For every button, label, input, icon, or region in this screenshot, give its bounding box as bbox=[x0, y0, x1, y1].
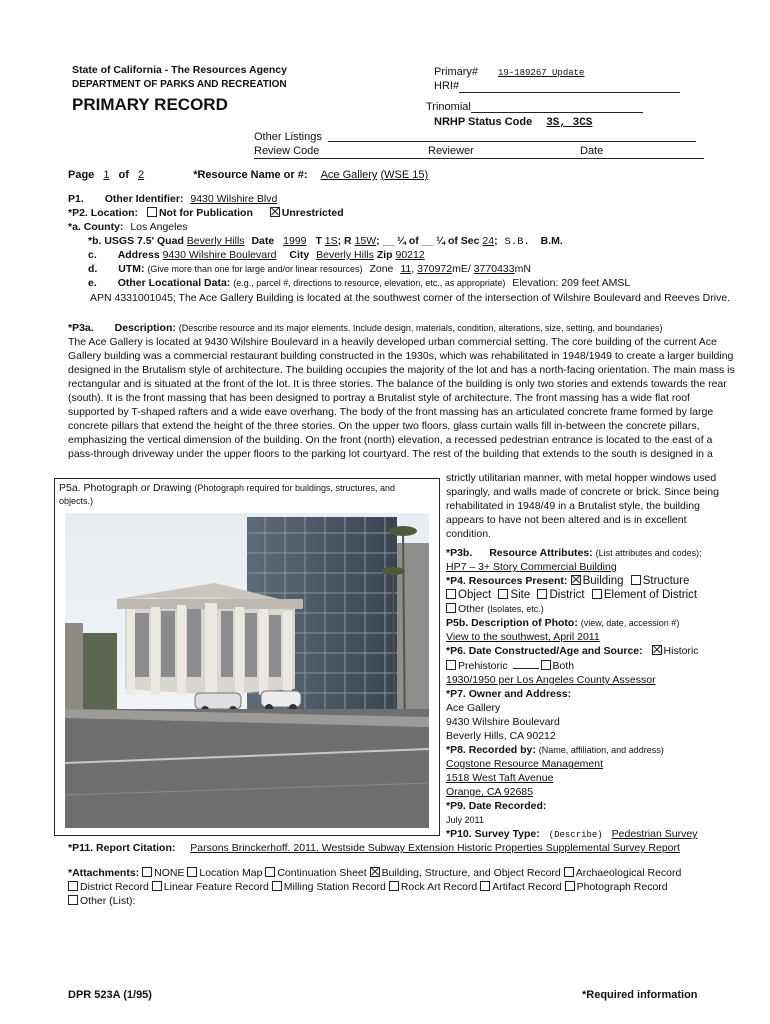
attachment-linear-feature-record: Linear Feature Record bbox=[163, 881, 269, 893]
structure-label: Structure bbox=[642, 575, 690, 587]
p8-label: *P8. Recorded by: bbox=[446, 744, 536, 756]
p3b-label: *P3b. bbox=[446, 547, 473, 559]
apn-line: APN 4331001045; The Ace Gallery Building is located at the southwest corner of the intersection of Wilshire Boulevard and Reeves Drive. bbox=[90, 292, 731, 304]
sb-label: S.B. bbox=[504, 236, 530, 248]
other-loc-letter: e. bbox=[88, 277, 97, 289]
district-checkbox[interactable] bbox=[537, 589, 547, 599]
description-line: Gallery building was a commercial restaurant building constructed in the 1930s, which was rehabilitated in 1948/1949 to create a larger building bbox=[68, 350, 734, 362]
p11-value: Parsons Brinckerhoff. 2011. Westside Subway Extension Historic Properties Supplemental Survey Report bbox=[190, 842, 680, 854]
p3b-note: (List attributes and codes); bbox=[595, 548, 702, 558]
address-label: Address bbox=[117, 249, 160, 261]
p2-location-row bbox=[68, 207, 344, 221]
p5b-label: P5b. Description of Photo: bbox=[446, 617, 578, 629]
usgs-value: Beverly Hills bbox=[186, 235, 245, 247]
p3a-title: Description: bbox=[114, 322, 176, 334]
range-label: R bbox=[344, 235, 352, 247]
form-id: DPR 523A (1/95) bbox=[68, 989, 152, 1001]
attachment-other: Other (List): bbox=[80, 895, 136, 907]
description-line: pass-through driveway under the upper floors to the parking lot courtyard. The rest of the building that extends to the south is designed in a bbox=[68, 448, 713, 460]
nrhp-field bbox=[434, 115, 648, 130]
building-checkbox[interactable] bbox=[571, 575, 581, 585]
reviewer-label: Reviewer bbox=[428, 145, 474, 157]
description-line: The Ace Gallery is located at 9430 Wilshire Boulevard in a heavily developed urban commercial setting. The core building of the current Ace bbox=[68, 336, 717, 348]
description-continued bbox=[446, 472, 731, 542]
range-value: 15W bbox=[354, 235, 377, 247]
recorder-line: Orange, CA 92685 bbox=[446, 786, 533, 798]
utm-label: UTM: bbox=[118, 263, 145, 275]
not-for-publication-label: Not for Publication bbox=[158, 207, 253, 219]
prehistoric-blank bbox=[513, 658, 539, 669]
description-line: concrete pillars that extend the height of the three stories. On the upper two floors, glass curtain walls fill in-between the concrete pillars, bbox=[68, 420, 700, 432]
p3a-note: (Describe resource and its major elements. Include design, materials, condition, alterations, size, setting, and boundaries) bbox=[178, 323, 663, 333]
section-value: 24 bbox=[482, 235, 495, 247]
attachment-milling-station-record: Milling Station Record bbox=[283, 881, 386, 893]
description-line: strictly utilitarian manner, with metal hopper windows used bbox=[446, 472, 717, 484]
zone-label: Zone bbox=[369, 263, 394, 275]
quarter-sec-label: ¼ of Sec bbox=[436, 235, 480, 247]
owner-line: 9430 Wilshire Boulevard bbox=[446, 716, 560, 728]
site-label: Site bbox=[510, 589, 531, 601]
other-listings-label: Other Listings bbox=[254, 131, 322, 143]
recorder-line: 1518 West Taft Avenue bbox=[446, 772, 554, 784]
county-label: *a. County: bbox=[68, 221, 124, 233]
attachment-artifact-record: Artifact Record bbox=[492, 881, 562, 893]
p8-note: (Name, affiliation, and address) bbox=[538, 745, 664, 755]
p10-value: Pedestrian Survey bbox=[611, 828, 698, 840]
attachment-photograph-record: Photograph Record bbox=[576, 881, 668, 893]
attachment-location-map: Location Map bbox=[199, 867, 263, 879]
attachment-checkbox[interactable] bbox=[142, 867, 152, 877]
page-label: Page bbox=[68, 169, 95, 181]
description-line: emphasizing the vertical dimension of the building. On the front (north) elevation, a recessed pedestrian entrance is located to the east of a bbox=[68, 434, 713, 446]
attachment-archaeological-record: Archaeological Record bbox=[575, 867, 682, 879]
description-line: rectangular and is situated at the front of the lot. It is three stories. The balance of the building is only two stories and extends towards the rear bbox=[68, 378, 727, 390]
attachment-checkbox[interactable] bbox=[265, 867, 275, 877]
building-label: Building bbox=[582, 575, 624, 587]
p2-label: *P2. bbox=[68, 207, 88, 219]
of-label: of bbox=[118, 169, 129, 181]
address-letter: c. bbox=[88, 249, 97, 261]
city-label: City bbox=[289, 249, 310, 261]
zip-label: Zip bbox=[376, 249, 393, 261]
township-label: T bbox=[315, 235, 322, 247]
nrhp-value: 3S, 3CS bbox=[546, 117, 593, 129]
review-line bbox=[254, 158, 704, 159]
p6-value: 1930/1950 per Los Angeles County Assessor bbox=[446, 674, 656, 686]
description-line: supported by T-shaped rafters and a wide eave overhang. The body of the front massing has an articulated concrete frame formed by large bbox=[68, 406, 714, 418]
attachment-checkbox[interactable] bbox=[565, 881, 575, 891]
trinomial-label: Trinomial bbox=[426, 101, 471, 113]
other-listings-underline bbox=[328, 141, 696, 142]
description-line: sparingly, and walls made of concrete or brick. Since being bbox=[446, 486, 719, 498]
attachment-checkbox[interactable] bbox=[187, 867, 197, 877]
p5b-note: (view, date, accession #) bbox=[580, 618, 680, 628]
utm-note: (Give more than one for large and/or linear resources) bbox=[147, 264, 363, 274]
p3a-label: *P3a. bbox=[68, 322, 94, 334]
date-label: Date bbox=[580, 145, 604, 157]
attachment-checkbox[interactable] bbox=[389, 881, 399, 891]
p2-location-label: Location: bbox=[90, 207, 139, 219]
page-line bbox=[68, 168, 428, 182]
site-checkbox[interactable] bbox=[498, 589, 508, 599]
attachment-checkbox[interactable] bbox=[480, 881, 490, 891]
attachment-none: NONE bbox=[154, 867, 185, 879]
p3b-title: Resource Attributes: bbox=[489, 547, 593, 559]
primary-label: Primary# bbox=[434, 66, 479, 78]
attachment-checkbox[interactable] bbox=[564, 867, 574, 877]
other-loc-label: Other Locational Data: bbox=[117, 277, 231, 289]
p7-label: *P7. Owner and Address: bbox=[446, 688, 572, 700]
p1-title: Other Identifier: bbox=[104, 193, 184, 205]
city-value: Beverly Hills bbox=[316, 249, 374, 261]
p9-value: July 2011 bbox=[446, 815, 484, 825]
attachment-checkbox[interactable] bbox=[152, 881, 162, 891]
historic-label: Historic bbox=[663, 645, 699, 657]
p1-value: 9430 Wilshire Blvd bbox=[190, 193, 278, 205]
easting-label: mE/ bbox=[452, 263, 471, 275]
review-code-label: Review Code bbox=[254, 145, 320, 157]
primary-number-field bbox=[434, 65, 620, 80]
attachments bbox=[68, 866, 738, 908]
required-note: *Required information bbox=[582, 989, 698, 1001]
photo-box bbox=[54, 478, 440, 836]
hri-underline bbox=[459, 92, 680, 93]
other-checkbox[interactable] bbox=[446, 603, 456, 613]
attachment-checkbox[interactable] bbox=[68, 881, 78, 891]
resource-code: (WSE 15) bbox=[380, 169, 429, 181]
object-checkbox[interactable] bbox=[446, 589, 456, 599]
usgs-date-value: 1999 bbox=[283, 235, 307, 247]
p4-label: *P4. Resources Present: bbox=[446, 575, 568, 587]
p11-row bbox=[68, 842, 680, 856]
attachment-checkbox[interactable] bbox=[272, 881, 282, 891]
other-locational-row bbox=[88, 277, 630, 291]
quarter-label: ¼ of bbox=[397, 235, 419, 247]
resource-name-label: *Resource Name or #: bbox=[193, 169, 308, 181]
utm-letter: d. bbox=[88, 263, 98, 275]
attachment-checkbox[interactable] bbox=[68, 895, 78, 905]
owner-line: Ace Gallery bbox=[446, 702, 501, 714]
nrhp-label: NRHP Status Code bbox=[434, 116, 533, 128]
attachment-checkbox[interactable] bbox=[370, 867, 380, 877]
both-label: Both bbox=[552, 660, 575, 672]
elevation-value: Elevation: 209 feet AMSL bbox=[512, 277, 631, 289]
district-label: District bbox=[549, 589, 585, 601]
easting-value: 370972 bbox=[417, 263, 453, 275]
other-loc-note: (e.g., parcel #, directions to resource, elevation, etc., as appropriate) bbox=[233, 278, 506, 288]
recorder-line: Cogstone Resource Management bbox=[446, 758, 604, 770]
northing-value: 3770433 bbox=[473, 263, 515, 275]
usgs-label: *b. USGS 7.5' Quad bbox=[88, 235, 184, 247]
element-of-district-checkbox[interactable] bbox=[592, 589, 602, 599]
description-line: rehabilitated in 1948/49 in a Brutalist style, the building bbox=[446, 500, 700, 512]
department-name: DEPARTMENT OF PARKS AND RECREATION bbox=[72, 79, 287, 90]
p6-label: *P6. Date Constructed/Age and Source: bbox=[446, 645, 643, 657]
zone-value: 11 bbox=[400, 263, 412, 275]
p5a-caption bbox=[59, 482, 431, 508]
p10-note: (Describe) bbox=[548, 830, 603, 840]
p5a-note: (Photograph required for buildings, structures, and objects.) bbox=[59, 483, 396, 507]
zip-value: 90212 bbox=[395, 249, 425, 261]
other-label: Other bbox=[458, 603, 485, 615]
trinomial-underline bbox=[471, 112, 643, 113]
description-text bbox=[68, 336, 735, 462]
not-for-publication-checkbox[interactable] bbox=[147, 207, 157, 217]
township-value: 1S bbox=[324, 235, 338, 247]
page-number: 1 bbox=[103, 169, 110, 181]
p5b-value: View to the southwest, April 2011 bbox=[446, 631, 600, 643]
owner-line: Beverly Hills, CA 90212 bbox=[446, 730, 556, 742]
p3a-header bbox=[68, 322, 663, 336]
prehistoric-checkbox[interactable] bbox=[446, 660, 456, 670]
county-row bbox=[68, 221, 188, 235]
attachment-district-record: District Record bbox=[80, 881, 149, 893]
page-title: PRIMARY RECORD bbox=[72, 95, 228, 114]
building-photograph bbox=[65, 513, 429, 828]
structure-checkbox[interactable] bbox=[631, 575, 641, 585]
description-line: designed in the Brutalism style of architecture. The building occupies the majority of the lot and has a north-facing orientation. The main mass is bbox=[68, 364, 735, 376]
right-column bbox=[446, 546, 736, 842]
object-label: Object bbox=[458, 589, 492, 601]
utm-row: d. UTM: (Give more than one for large and/or linear resources) Zone 11, 370972mE/ 3770433mN bbox=[88, 263, 531, 275]
attachment-continuation-sheet: Continuation Sheet bbox=[277, 867, 367, 879]
unrestricted-checkbox[interactable] bbox=[270, 207, 280, 217]
trinomial-field bbox=[426, 100, 471, 114]
page-total: 2 bbox=[138, 169, 145, 181]
prehistoric-label: Prehistoric bbox=[458, 660, 508, 672]
hri-field bbox=[434, 79, 459, 93]
p3b-value: HP7 – 3+ Story Commercial Building bbox=[446, 561, 617, 573]
resource-name: Ace Gallery bbox=[320, 169, 378, 181]
other-note: (Isolates, etc.) bbox=[487, 604, 544, 614]
p10-label: *P10. Survey Type: bbox=[446, 828, 540, 840]
p9-label: *P9. Date Recorded: bbox=[446, 800, 547, 812]
p1-label: P1. bbox=[68, 193, 84, 205]
attachment-bso-record: Building, Structure, and Object Record bbox=[381, 867, 561, 879]
element-of-district-label: Element of District bbox=[603, 589, 698, 601]
description-line: condition. bbox=[446, 528, 491, 540]
description-line: appears to have not been altered and is in excellent bbox=[446, 514, 687, 526]
both-checkbox[interactable] bbox=[541, 660, 551, 670]
agency-name: State of California - The Resources Agency bbox=[72, 64, 287, 76]
historic-checkbox[interactable] bbox=[652, 645, 662, 655]
p1-row bbox=[68, 193, 277, 207]
bm-label: B.M. bbox=[540, 235, 563, 247]
usgs-date-label: Date bbox=[251, 235, 275, 247]
usgs-row: *b. USGS 7.5' Quad Beverly Hills Date 1999 T 1S; R 15W; __ ¼ of __ ¼ of Sec 24; S.B. B.M. bbox=[88, 235, 563, 248]
p5a-label: P5a. Photograph or Drawing bbox=[59, 482, 192, 494]
p11-label: *P11. Report Citation: bbox=[68, 842, 176, 854]
primary-value: 19-189267 Update bbox=[498, 68, 585, 78]
unrestricted-label: Unrestricted bbox=[281, 207, 344, 219]
attachment-rock-art-record: Rock Art Record bbox=[400, 881, 478, 893]
attachments-label: *Attachments: bbox=[68, 867, 140, 879]
hri-label: HRI# bbox=[434, 80, 460, 92]
description-line: (south). It is the front massing that has been designed to portray a Brutalist style of architecture. The front massing has a wide flat roof bbox=[68, 392, 690, 404]
northing-label: mN bbox=[514, 263, 531, 275]
county-value: Los Angeles bbox=[130, 221, 188, 233]
address-row bbox=[88, 249, 425, 263]
address-value: 9430 Wilshire Boulevard bbox=[162, 249, 277, 261]
